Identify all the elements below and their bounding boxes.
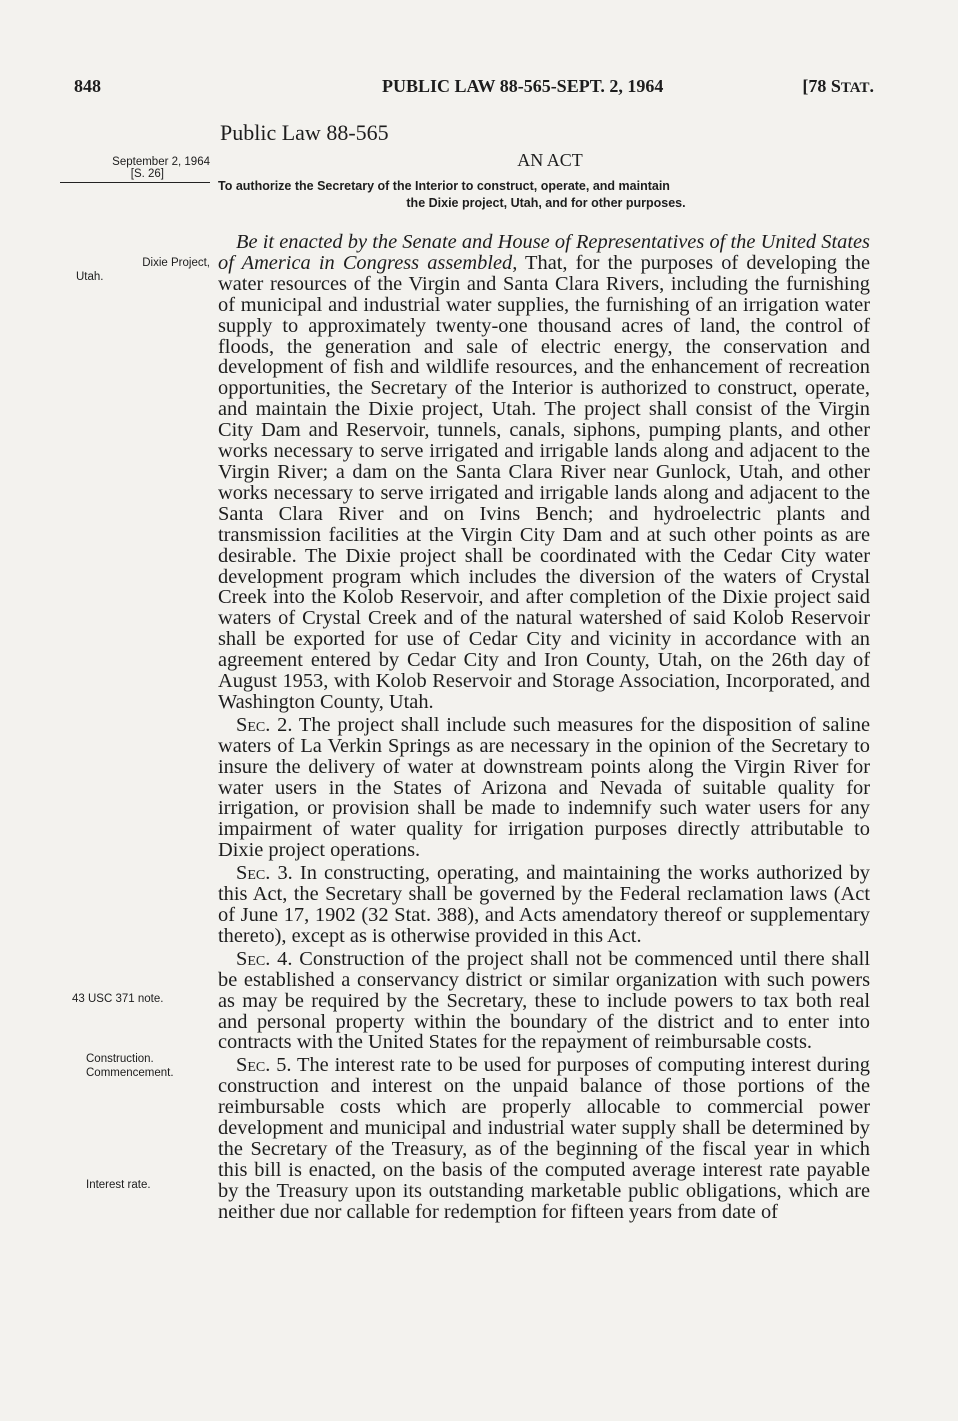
running-title: PUBLIC LAW 88-565-SEPT. 2, 1964	[382, 76, 664, 96]
act-body	[218, 232, 870, 1223]
margin-note-construction	[86, 1052, 236, 1080]
section-2	[218, 715, 870, 861]
section-5-label: Sec. 5.	[236, 1054, 292, 1077]
an-act-heading: AN ACT	[517, 150, 583, 170]
purpose-line-2: the Dixie project, Utah, and for other purposes.	[406, 196, 686, 210]
running-header	[74, 76, 874, 100]
section-1-text: That, for the purposes of developing the water resources of the Virgin and Santa Clara Rivers, including the furnishing of municipal and industrial water supplies, the furnishing of an irrigation water supply to approximately twenty-one thousand acres of land, the control of floods, the generation and sale of electric energy, the conservation and development of fish and wildlife resources, and the enhancement of recreation opportunities, the Secretary of the Interior is authorized to construct, operate, and maintain the Dixie project, Utah. The project shall consist of the Virgin City Dam and Reservoir, tunnels, canals, siphons, pumping plants, and other works necessary to serve irrigated and irrigable lands along and adjacent to the Virgin River; a dam on the Santa Clara River near Gunlock, Utah, and other works necessary to serve irrigated and irrigable lands along and adjacent to the Santa Clara River and on Ivins Bench; and hydroelectric plants and transmission facilities at the Virgin City Dam and at such other points as are desirable. The Dixie project shall be coordinated with the Cedar City water development program which includes the diversion of the waters of Crystal Creek into the Kolob Reservoir, and after completion of the Dixie project said waters of Crystal Creek and of the natural watershed of said Kolob Reservoir shall be exported for use of Cedar City and vicinity in accordance with an agreement entered by Cedar City and Iron County, Utah, on the 26th day of August 1953, with Kolob Reservoir and Storage Association, Incorporated, and Washington County, Utah.	[218, 251, 870, 713]
stat-prefix: [78 S	[802, 76, 841, 96]
section-5	[218, 1055, 870, 1222]
law-title: Public Law 88-565	[220, 120, 389, 145]
section-4-label: Sec. 4.	[236, 947, 293, 970]
section-2-label: Sec. 2.	[236, 713, 293, 736]
stat-small-caps: TAT	[840, 80, 870, 96]
page-number: 848	[74, 76, 101, 96]
enactment-meta	[60, 156, 210, 183]
margin-note-usc: 43 USC 371 note.	[72, 993, 164, 1005]
section-1	[218, 232, 870, 713]
margin-note-dixie	[60, 256, 210, 284]
margin-note-line: Construction.	[86, 1053, 154, 1065]
section-3-text: In constructing, operating, and maintaining the works authorized by this Act, the Secretary shall be governed by the Federal reclamation laws (Act of June 17, 1902 (32 Stat. 388), and Acts amendatory thereof or supplementary thereto), except as is otherwise provided in this Act.	[218, 862, 871, 947]
act-purpose	[218, 178, 874, 212]
section-5-text: The interest rate to be used for purposes of computing interest during construction and interest on the unpaid balance of those portions of the reimbursable costs which are properly allocable to commercial power development and municipal and industrial water supply shall be determined by the Secretary of the Treasury, as of the beginning of the fiscal year in which this bill is enacted, on the basis of the computed average interest rate payable by the Treasury upon its outstanding marketable public obligations, which are neither due nor callable for redemption for fifteen years from date of	[218, 1054, 871, 1223]
margin-note-line: Commencement.	[86, 1067, 174, 1079]
section-2-text: The project shall include such measures for the disposition of saline waters of La Verkin Springs as are necessary in the opinion of the Secretary to insure the delivery of water at downstream points along the Virgin River for water users in the States of Arizona and Nevada of suitable quality for irrigation, or provision shall be made to indemnify such water users for any impairment of water quality for irrigation purposes directly attributable to Dixie project operations.	[218, 713, 870, 862]
bill-number: [S. 26]	[60, 168, 210, 183]
section-4	[218, 949, 870, 1054]
margin-note-line: Utah.	[76, 271, 104, 283]
margin-note-interest: Interest rate.	[86, 1179, 151, 1191]
stat-suffix: .	[869, 76, 874, 96]
purpose-line-1: To authorize the Secretary of the Interior to construct, operate, and maintain	[218, 179, 670, 193]
margin-note-line: Dixie Project,	[142, 257, 210, 269]
enacting-clause: Be it enacted by the Senate and House of Representatives of the United States of America in Congress assembled,	[218, 231, 870, 274]
section-3-label: Sec. 3.	[236, 862, 293, 885]
enactment-date: September 2, 1964	[112, 156, 210, 168]
section-3	[218, 863, 870, 947]
section-4-text: Construction of the project shall not be commenced until there shall be established a conservancy district or similar organization with such powers as may be required by the Secretary, these to include powers to tax both real and personal property within the boundary of the district and to enter into contracts with the United States for the repayment of reimbursable costs.	[218, 947, 870, 1054]
statute-reference	[802, 76, 874, 97]
